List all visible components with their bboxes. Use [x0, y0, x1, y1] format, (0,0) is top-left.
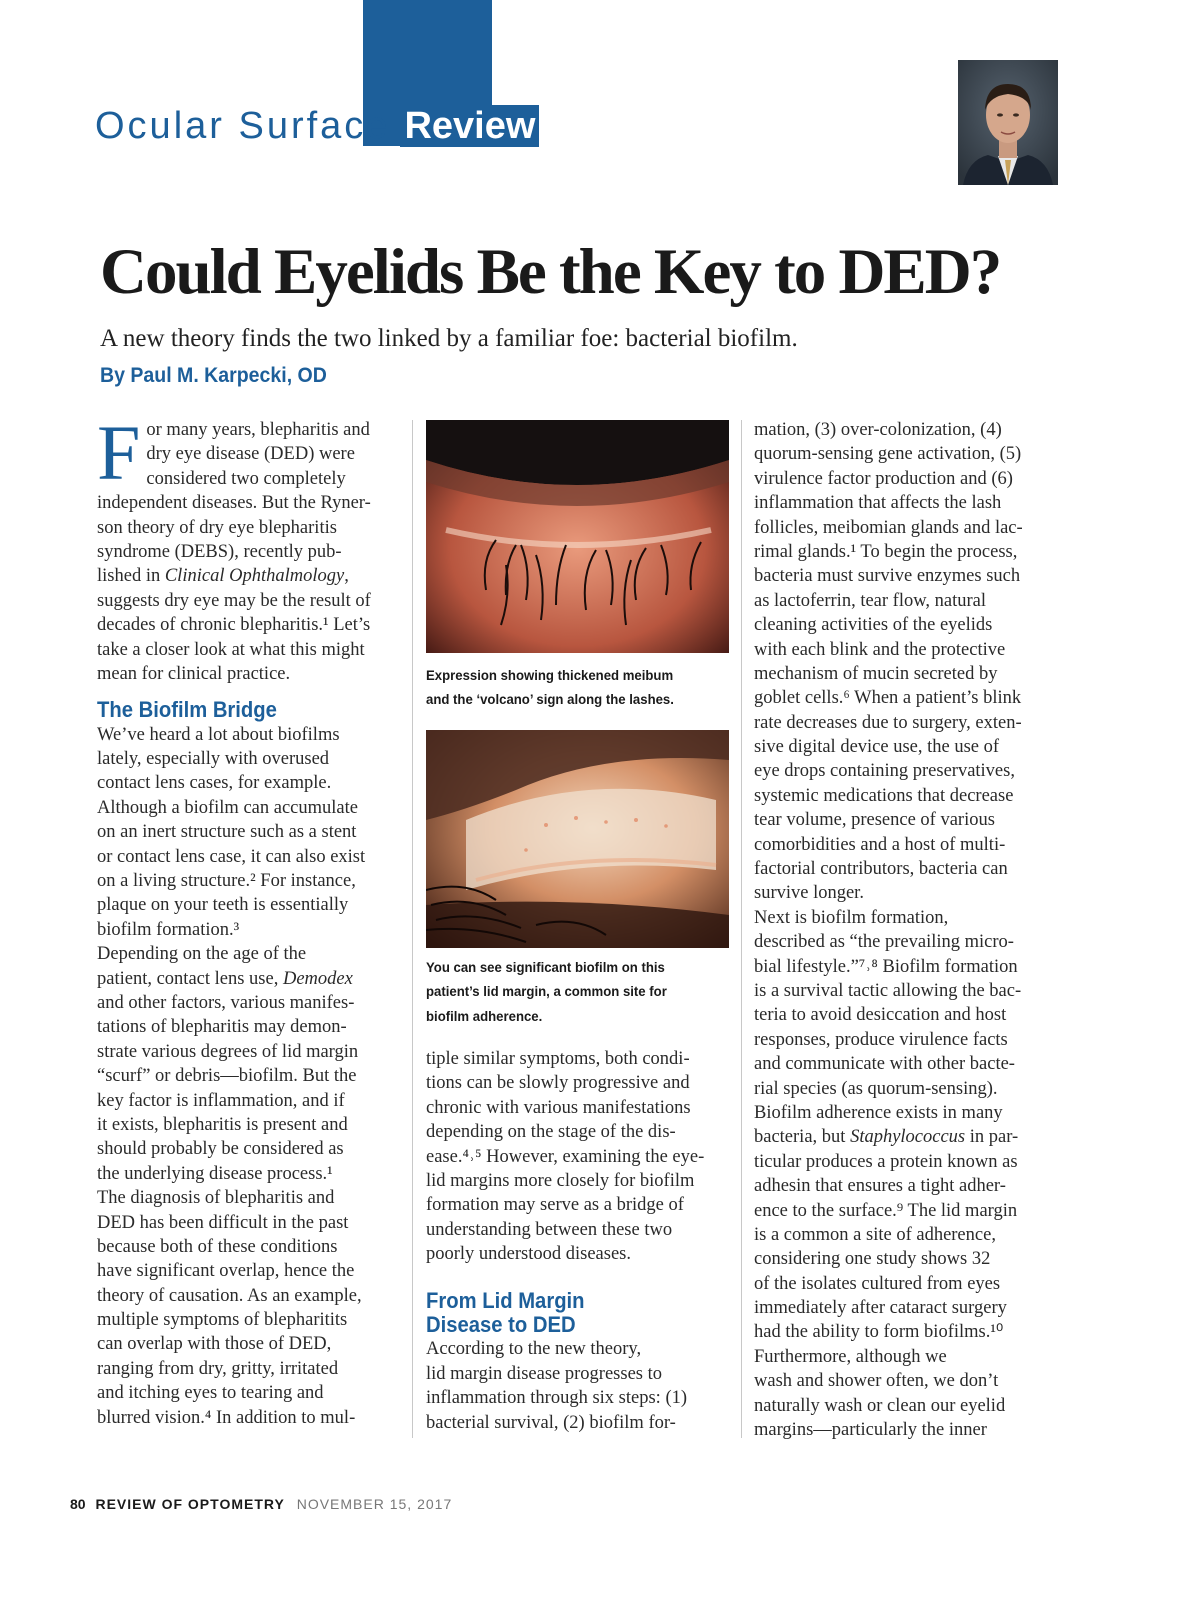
- text-line: can overlap with those of DED,: [97, 1334, 332, 1355]
- text-line: follicles, meibomian glands and lac-: [754, 517, 1023, 538]
- text-line: son theory of dry eye blepharitis: [97, 517, 337, 538]
- text-line: rate decreases due to surgery, exten-: [754, 712, 1022, 733]
- text-line: factorial contributors, bacteria can: [754, 859, 1008, 880]
- text-line: mechanism of mucin secreted by: [754, 663, 998, 684]
- text-line: Depending on the age of the: [97, 944, 307, 965]
- text-line: is a common a site of adherence,: [754, 1224, 996, 1245]
- text-line: strate various degrees of lid margin: [97, 1041, 359, 1062]
- text-line: contact lens cases, for example.: [97, 773, 332, 794]
- text-line: on an inert structure such as a stent: [97, 822, 357, 843]
- text-line: blurred vision.⁴ In addition to mul-: [97, 1407, 356, 1428]
- page-number: 80: [70, 1496, 86, 1512]
- text-line: considered two completely: [146, 468, 346, 489]
- text-line: bacteria must survive enzymes such: [754, 566, 1021, 587]
- text-line: mation, (3) over-colonization, (4): [754, 420, 1002, 440]
- text-line: plaque on your teeth is essentially: [97, 895, 349, 916]
- text-line: inflammation through six steps: (1): [426, 1388, 688, 1409]
- text-line: lid margin disease progresses to: [426, 1363, 663, 1384]
- text-line: the underlying disease process.¹: [97, 1163, 333, 1184]
- figure-caption: [426, 955, 667, 1028]
- section-name-bold: Review: [400, 105, 539, 147]
- article-column-2: [426, 1047, 731, 1435]
- text-line: tear volume, presence of various: [754, 810, 995, 831]
- text-line: comorbidities and a host of multi-: [754, 834, 1006, 855]
- text-line: sive digital device use, the use of: [754, 737, 1000, 758]
- section-heading: Disease to DED: [426, 1311, 576, 1337]
- text-line: inflammation that affects the lash: [754, 493, 1002, 514]
- text-line: According to the new theory,: [426, 1339, 642, 1360]
- text-line: of the isolates cultured from eyes: [754, 1273, 1001, 1294]
- issue-date: NOVEMBER 15, 2017: [296, 1496, 453, 1512]
- section-header: [95, 97, 539, 147]
- text-line: bial lifestyle.”⁷˒⁸ Biofilm formation: [754, 956, 1018, 977]
- drop-cap: F: [97, 409, 141, 496]
- text-line: syndrome (DEBS), recently pub-: [97, 541, 342, 562]
- text-line: as lactoferrin, tear flow, natural: [754, 590, 986, 611]
- text-line: or contact lens case, it can also exist: [97, 846, 366, 867]
- text-line: independent diseases. But the Ryner-: [97, 493, 371, 514]
- text-line: described as “the prevailing micro-: [754, 932, 1014, 953]
- text-line: immediately after cataract surgery: [754, 1298, 1007, 1319]
- text-line: biofilm formation.³: [97, 919, 240, 940]
- text-line: ranging from dry, gritty, irritated: [97, 1358, 339, 1379]
- intro-paragraph: [97, 409, 402, 686]
- text-line: DED has been difficult in the past: [97, 1212, 349, 1233]
- text-line: ease.⁴˒⁵ However, examining the eye-: [426, 1146, 705, 1167]
- text-line: virulence factor production and (6): [754, 468, 1013, 489]
- article-column-3: [754, 418, 1056, 1442]
- text-line: key factor is inflammation, and if: [97, 1090, 345, 1111]
- figure-caption: [426, 663, 674, 712]
- text-line: is a survival tactic allowing the bac-: [754, 980, 1022, 1001]
- text-line: understanding between these two: [426, 1219, 673, 1240]
- text-line: bacteria, but Staphylococcus in par-: [754, 1127, 1019, 1148]
- text-line: teria to avoid desiccation and host: [754, 1005, 1007, 1026]
- text-line: because both of these conditions: [97, 1236, 338, 1257]
- text-line: lished in Clinical Ophthalmology,: [97, 566, 349, 587]
- author-photo: [958, 60, 1058, 185]
- text-line: or many years, blepharitis and: [146, 420, 370, 440]
- text-line: lately, especially with overused: [97, 749, 330, 770]
- article-title: Could Eyelids Be the Key to DED?: [100, 236, 1001, 308]
- text-line: on a living structure.² For instance,: [97, 871, 356, 892]
- text-line: suggests dry eye may be the result of: [97, 590, 371, 611]
- text-line: tiple similar symptoms, both condi-: [426, 1049, 690, 1069]
- text-line: take a closer look at what this might: [97, 639, 365, 660]
- figure-meibum-expression: [426, 420, 729, 653]
- section-name: Ocular Surface: [95, 105, 391, 147]
- article-byline: By Paul M. Karpecki, OD: [100, 364, 327, 387]
- column-rule: [741, 420, 742, 1438]
- text-line: mean for clinical practice.: [97, 663, 291, 684]
- text-line: multiple symptoms of blepharitits: [97, 1310, 348, 1331]
- text-line: dry eye disease (DED) were: [146, 444, 355, 465]
- text-line: quorum-sensing gene activation, (5): [754, 444, 1022, 465]
- caption-line: and the ‘volcano’ sign along the lashes.: [426, 691, 674, 708]
- text-line: survive longer.: [754, 883, 864, 904]
- text-line: margins—particularly the inner: [754, 1420, 987, 1441]
- text-line: adhesin that ensures a tight adher-: [754, 1176, 1006, 1197]
- text-line: considering one study shows 32: [754, 1249, 991, 1270]
- section-body: [97, 723, 402, 1430]
- text-line: tations of blepharitis may demon-: [97, 1017, 347, 1038]
- text-line: systemic medications that decrease: [754, 785, 1014, 806]
- text-line: and itching eyes to tearing and: [97, 1383, 324, 1404]
- text-line: Next is biofilm formation,: [754, 907, 949, 928]
- text-line: eye drops containing preservatives,: [754, 761, 1015, 782]
- text-line: Although a biofilm can accumulate: [97, 797, 358, 818]
- text-line: patient, contact lens use, Demodex: [97, 968, 353, 989]
- text-line: poorly understood diseases.: [426, 1244, 632, 1265]
- text-line: naturally wash or clean our eyelid: [754, 1395, 1006, 1416]
- caption-line: patient’s lid margin, a common site for: [426, 983, 667, 1000]
- text-line: formation may serve as a bridge of: [426, 1195, 684, 1216]
- text-line: Furthermore, although we: [754, 1346, 947, 1367]
- page-footer: [70, 1494, 452, 1514]
- text-line: ence to the surface.⁹ The lid margin: [754, 1200, 1018, 1221]
- text-line: had the ability to form biofilms.¹⁰: [754, 1322, 1004, 1343]
- text-line: it exists, blepharitis is present and: [97, 1114, 348, 1135]
- text-line: decades of chronic blepharitis.¹ Let’s: [97, 615, 371, 636]
- text-line: should probably be considered as: [97, 1139, 344, 1160]
- column-rule: [412, 420, 413, 1438]
- text-line: have significant overlap, hence the: [97, 1261, 355, 1282]
- text-line: We’ve heard a lot about biofilms: [97, 724, 340, 745]
- article-column-1: [97, 409, 402, 1430]
- article-subtitle: A new theory finds the two linked by a familiar foe: bacterial biofilm.: [100, 325, 798, 352]
- text-line: and communicate with other bacte-: [754, 1054, 1015, 1075]
- text-line: responses, produce virulence facts: [754, 1029, 1008, 1050]
- text-line: “scurf” or debris—biofilm. But the: [97, 1066, 357, 1087]
- text-line: The diagnosis of blepharitis and: [97, 1188, 335, 1209]
- text-line: ticular produces a protein known as: [754, 1151, 1018, 1172]
- caption-line: You can see significant biofilm on this: [426, 959, 665, 975]
- text-line: with each blink and the protective: [754, 639, 1006, 660]
- section-heading: The Biofilm Bridge: [97, 697, 277, 723]
- text-line: rimal glands.¹ To begin the process,: [754, 541, 1018, 562]
- text-line: bacterial survival, (2) biofilm for-: [426, 1412, 676, 1433]
- section-heading: From Lid Margin: [426, 1287, 585, 1313]
- caption-line: Expression showing thickened meibum: [426, 667, 674, 683]
- text-line: depending on the stage of the dis-: [426, 1122, 676, 1143]
- text-line: lid margins more closely for biofilm: [426, 1170, 695, 1191]
- text-line: theory of causation. As an example,: [97, 1285, 362, 1306]
- text-line: chronic with various manifestations: [426, 1097, 691, 1118]
- text-line: and other factors, various manifes-: [97, 993, 355, 1013]
- text-line: rial species (as quorum-sensing).: [754, 1078, 998, 1099]
- text-line: wash and shower often, we don’t: [754, 1371, 999, 1392]
- text-line: cleaning activities of the eyelids: [754, 615, 993, 636]
- figure-lid-biofilm: [426, 730, 729, 948]
- text-line: Biofilm adherence exists in many: [754, 1102, 1003, 1123]
- magazine-name: REVIEW OF OPTOMETRY: [95, 1496, 285, 1512]
- caption-line: biofilm adherence.: [426, 1007, 543, 1024]
- text-line: goblet cells.⁶ When a patient’s blink: [754, 688, 1022, 709]
- text-line: tions can be slowly progressive and: [426, 1073, 690, 1094]
